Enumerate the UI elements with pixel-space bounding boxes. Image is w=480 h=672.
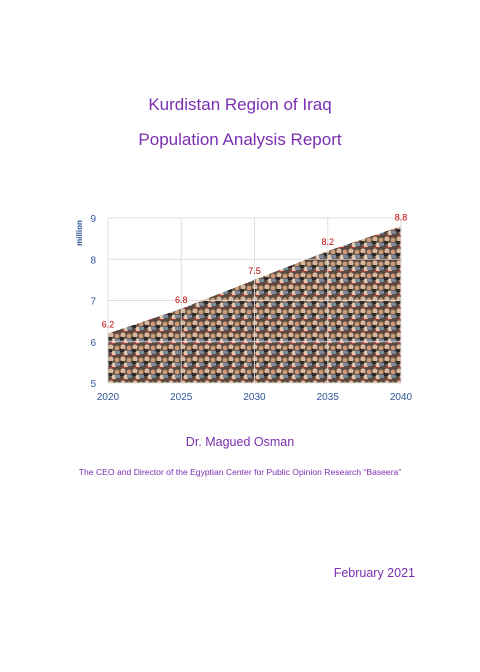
y-tick-label: 8 — [90, 255, 96, 267]
data-label: 8.2 — [321, 237, 335, 247]
x-tick-label: 2030 — [243, 392, 266, 403]
population-chart — [60, 200, 430, 420]
author-affiliation: The CEO and Director of the Egyptian Center for Public Opinion Research “Baseera” — [78, 467, 402, 477]
data-label: 6.2 — [101, 319, 115, 330]
y-tick-label: 9 — [90, 214, 96, 225]
data-label: 6.8 — [174, 294, 188, 305]
y-tick-label: 7 — [90, 296, 96, 308]
y-tick-label: 6 — [90, 337, 96, 349]
x-tick-label: 2035 — [316, 392, 339, 403]
report-title-line-2: Population Analysis Report — [138, 130, 342, 149]
y-axis-label: million — [75, 220, 84, 246]
author-name: Dr. Magued Osman — [185, 435, 295, 449]
data-label: 7.5 — [248, 265, 261, 276]
x-tick-label: 2020 — [96, 392, 120, 403]
data-label: 8.8 — [394, 212, 408, 223]
report-date: February 2021 — [333, 566, 415, 580]
y-tick-label: 5 — [90, 379, 96, 390]
x-tick-label: 2025 — [170, 392, 193, 403]
report-title-line-1: Kurdistan Region of Iraq — [148, 95, 332, 114]
x-tick-label: 2040 — [389, 392, 413, 403]
